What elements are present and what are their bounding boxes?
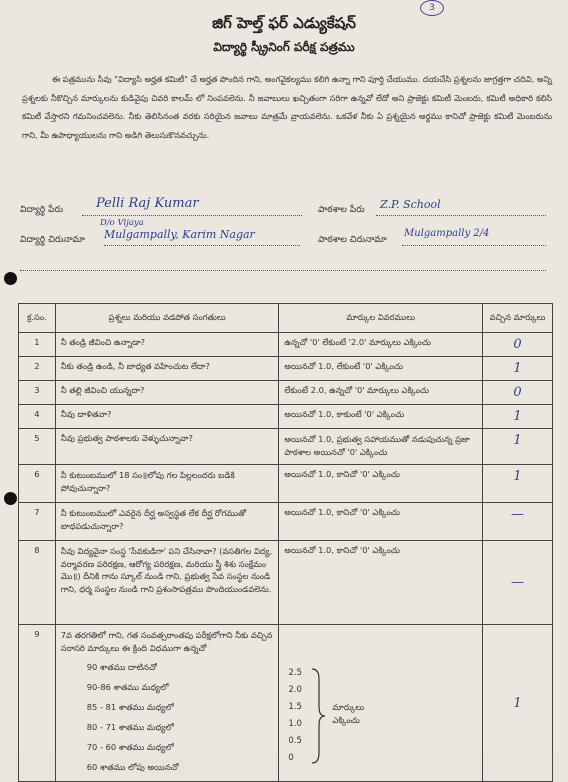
score-cell[interactable] — [482, 429, 552, 465]
point-value: 0.5 — [288, 736, 302, 746]
marks-rule: అయినచో 1.0, కానిచో '0' ఎక్కించు — [279, 541, 483, 625]
blank-line — [20, 270, 546, 271]
row-number: 3 — [19, 381, 56, 405]
point-value: 2.0 — [288, 685, 302, 695]
marks-rule: అయినచో 1.0, కానిచో '0' ఎక్కించు — [279, 465, 483, 503]
marks-rule: అయినచో 1.0, ప్రభుత్వ సహాయముతో నడుపుచున్న ప్రజా పాఠశాల అయినచో '0' ఎక్కించు — [279, 429, 483, 465]
score-value: 1 — [513, 361, 522, 376]
marks-rule: అయినచో 1.0, కాకుంటే '0' ఎక్కించు — [279, 405, 483, 429]
score-cell[interactable] — [482, 357, 552, 381]
table-row — [19, 503, 553, 541]
score-cell[interactable] — [482, 333, 552, 357]
table-row — [19, 541, 553, 625]
range-item: 90 శాతము దాటినచో — [86, 662, 157, 672]
school-address-label: పాఠశాల చిరునామా — [318, 235, 387, 245]
score-cell[interactable] — [482, 625, 552, 782]
form-title: విద్యార్థి స్క్రీనింగ్ పరీక్ష పత్రము — [213, 40, 355, 54]
score-value: — — [510, 575, 524, 590]
col-header-marks-detail: మార్కుల వివరములు — [279, 304, 483, 333]
range-item: 90-86 శాతము మధ్యలో — [86, 682, 169, 692]
row-number: 5 — [19, 429, 56, 465]
row-number: 7 — [19, 503, 56, 541]
school-line — [376, 215, 546, 216]
school-label: పాఠశాల పేరు — [318, 205, 365, 215]
marks-rule: లేకుంటే 2.0, ఉన్నచో '0' మార్కులు ఎక్కించు — [279, 381, 483, 405]
point-value: 2.5 — [288, 668, 302, 678]
score-cell[interactable] — [482, 405, 552, 429]
table-row — [19, 429, 553, 465]
score-cell[interactable] — [482, 381, 552, 405]
points-list — [288, 665, 302, 767]
curly-brace — [310, 667, 326, 765]
marks-rule: అయినచో 1.0, కానిచో '0' ఎక్కించు — [279, 503, 483, 541]
score-value: 0 — [513, 337, 522, 352]
question-text: నీ తండ్రి జీవించి ఉన్నాడా? — [55, 333, 279, 357]
question-text: నీకు తండ్రి ఉండి, నీ బాధ్యత వహించుట లేదా? — [55, 357, 279, 381]
score-value: 1 — [513, 695, 522, 711]
table-row — [19, 405, 553, 429]
row-number: 8 — [19, 541, 56, 625]
col-header-serial: క్ర.సం. — [19, 304, 56, 333]
row-number: 6 — [19, 465, 56, 503]
screening-table — [18, 303, 553, 782]
point-value: 1.5 — [288, 702, 302, 712]
point-value: 0 — [288, 753, 294, 763]
student-name-extra: D/o Vijaya — [100, 218, 144, 228]
marks-rule: అయినచో 1.0, లేకుంటే '0' ఎక్కించు — [279, 357, 483, 381]
question-cell — [55, 625, 279, 782]
range-item: 80 - 71 శాతము మధ్యలో — [86, 722, 174, 732]
punch-hole — [4, 272, 17, 285]
table-row — [19, 357, 553, 381]
address-label: విద్యార్థి చిరునామా — [20, 235, 85, 245]
col-header-question: ప్రశ్నలు మరియు వడపోత సంగతులు — [55, 304, 279, 333]
question-text: 7వ తరగతిలో గాని, గత సంవత్సరాంతపు పరీక్షలోగాని నీకు వచ్చిన సరాసరి మార్కులు ఈ క్రింది విధముగా ఉన్నచో — [60, 630, 273, 653]
table-row — [19, 333, 553, 357]
table-row — [19, 625, 553, 782]
range-item: 70 - 60 శాతము మధ్యలో — [86, 742, 174, 752]
school-address-line — [402, 245, 546, 246]
question-text: నీ కుటుంబములో ఎవరైన దీర్ఘ అస్వస్థత లేక దీర్ఘ రోగముతో బాధపడుచున్నారా? — [55, 503, 279, 541]
table-row — [19, 381, 553, 405]
score-value: — — [510, 507, 524, 522]
score-cell[interactable] — [482, 503, 552, 541]
school-address-value[interactable]: Mulgampally 2/4 — [404, 228, 490, 239]
table-header-row — [19, 304, 553, 333]
address-line — [104, 245, 300, 246]
point-value: 1.0 — [288, 719, 302, 729]
range-item: 85 - 81 శాతము మధ్యలో — [86, 702, 174, 712]
punch-hole — [4, 492, 17, 505]
row-number: 1 — [19, 333, 56, 357]
score-value: 1 — [513, 409, 522, 424]
col-header-score: వచ్చిన మార్కులు — [482, 304, 552, 333]
score-value: 1 — [513, 433, 522, 448]
table-row — [19, 465, 553, 503]
student-name-line — [82, 215, 302, 216]
score-value: 1 — [513, 469, 522, 484]
student-name-label: విద్యార్థి పేరు — [20, 205, 63, 215]
org-title: జిగ్ హెల్త్ ఫర్ ఎడ్యుకేషన్ — [212, 14, 356, 32]
marks-label: మార్కులు ఎక్కించు — [332, 702, 365, 725]
intro-paragraph: ఈ పత్రమును సీవు "విద్యాసి అర్హత కమిటీ" చే అర్హత పొందిన గాని, అంగవైకల్యము కలిగి ఉన్నా గాని పూర్తి చేయుము. దయచేసి ప్రశ్నలను జాగ్రత్తగా చదివి, అన్ని ప్రశ్నలకు నీకొచ్చిన మార్కులను కుడివైపు చివరి కాలమ్ లో నింపవలెను. నీ జవాబులు ఖచ్చితంగా సరిగా ఉన్నవో లేదో అని ప్రాజెక్టు కమిటీ మెంబరు, కమిటీ అధికారి కలిసి కమిటీ వేస్తారని గమనించవలెను. నీకు తెలిసినంత వరకు సరియైన జవాబు మాత్రమే వ్రాయవలెను. ఒకవేళ నీకు ఏ ప్రశ్నయైన అర్థము కానిచో ప్రాజెక్టు కమిటీ మెంబరును గాని, మీ ఉపాధ్యాయులను గాని అడిగి తెలుసుకొనవచ్చును. — [22, 74, 552, 140]
question-text: నీవు దాళితవా? — [55, 405, 279, 429]
range-item: 60 శాతము లోపు అయినచో — [86, 762, 179, 772]
marks-rule: ఉన్నచో '0' లేకుంటే '2.0' మార్కులు ఎక్కించు — [279, 333, 483, 357]
score-cell[interactable] — [482, 541, 552, 625]
school-value[interactable]: Z.P. School — [380, 198, 441, 211]
question-text: నీవు ప్రభుత్వ పాఠశాలకు వెళ్ళుచున్నావా? — [55, 429, 279, 465]
row-number: 9 — [19, 625, 56, 782]
points-group — [284, 629, 477, 763]
question-text: నీ కుటుంబములో 18 సం॥లోపు గల పిల్లలందరు బడికి పోవుచున్నారా? — [55, 465, 279, 503]
page-number: 3 — [420, 0, 444, 16]
row-number: 4 — [19, 405, 56, 429]
marks-cell — [279, 625, 483, 782]
question-text: నీవు విద్యవైనా సంస్థ 'సేవకుడిగా' పని చేసినావా? (వసతిగల విద్య, వర్మావరణ పరిరక్షణ, ఆరోగ్య పరిరక్షణ, మరియు స్త్రీ శిశు సంక్షేమం మొ॥) దీనికి గాను స్కూల్ నుండి గాని, ప్రభుత్వ సేవ సంస్థల నుండి గాని, ధర్మ సంస్థల నుండి గాని ప్రశంసాపత్రము పొందియుండవలెను. — [55, 541, 279, 625]
score-cell[interactable] — [482, 465, 552, 503]
row-number: 2 — [19, 357, 56, 381]
score-value: 0 — [513, 385, 522, 400]
question-text: నీ తల్లి జీవించి యున్నదా? — [55, 381, 279, 405]
address-value[interactable]: Mulgampally, Karim Nagar — [104, 228, 255, 241]
student-name-value[interactable]: Pelli Raj Kumar — [96, 196, 199, 211]
